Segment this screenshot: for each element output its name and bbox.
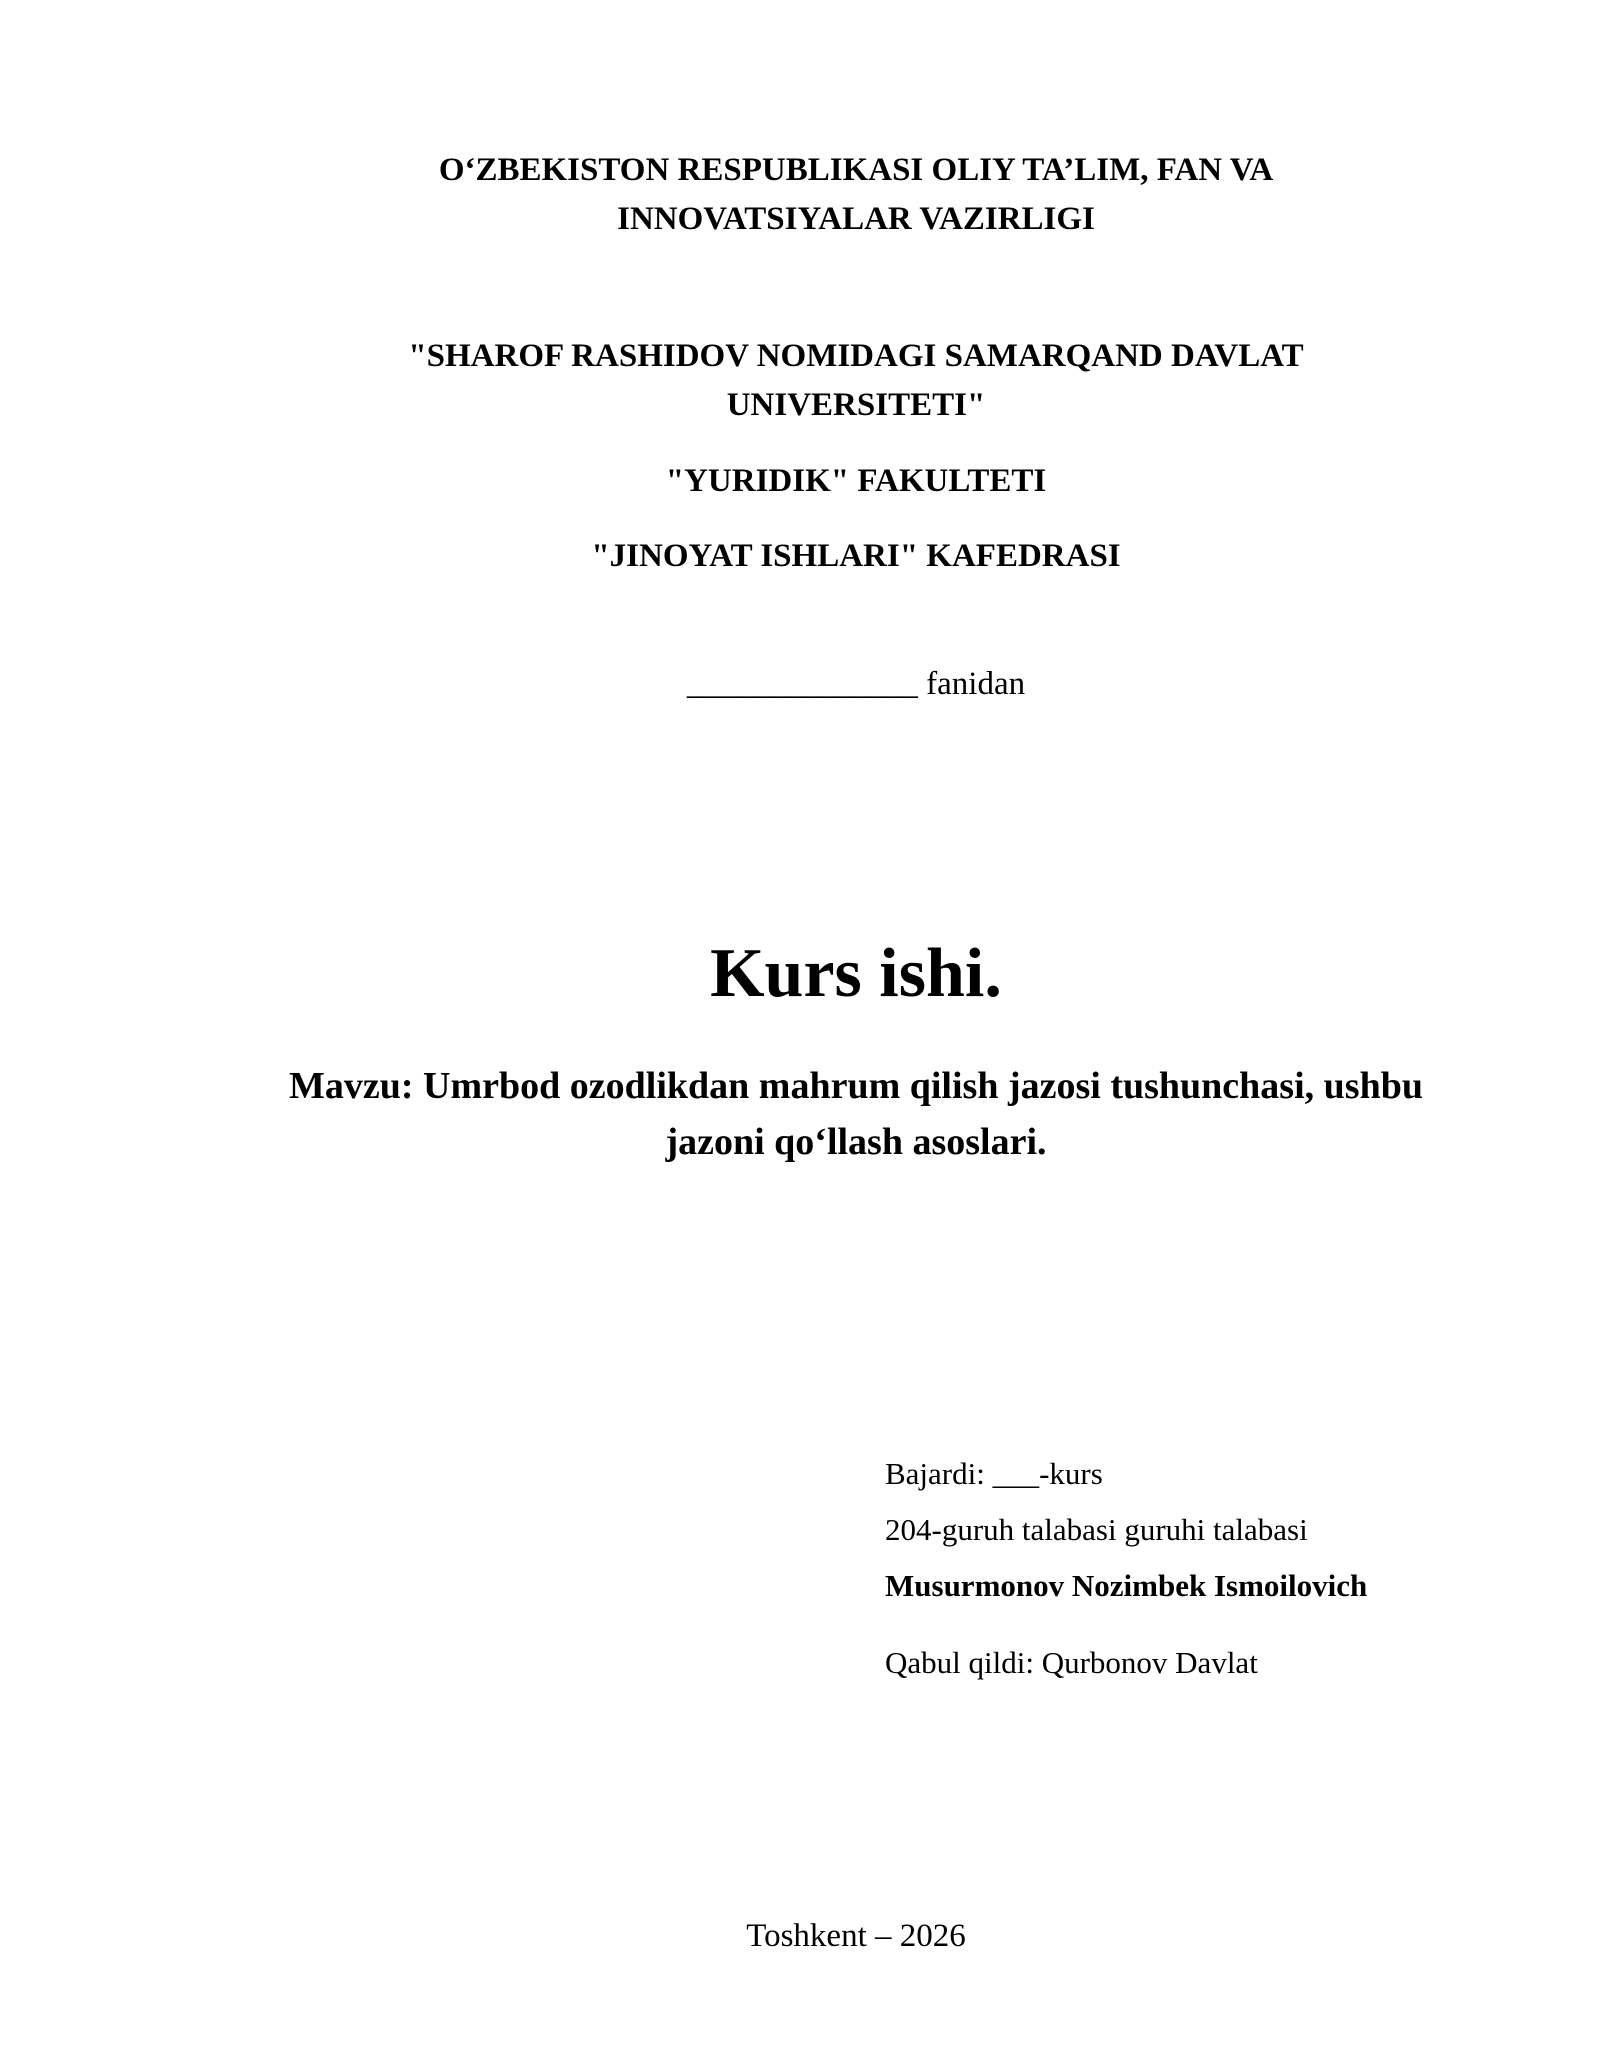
ministry-line-1: O‘ZBEKISTON RESPUBLIKASI OLIY TA’LIM, FAN VA: [438, 152, 1274, 188]
ministry-heading: [0, 146, 1600, 244]
document-title: Kurs ishi.: [710, 935, 1002, 1012]
city-year: Toshkent – 2026: [746, 1918, 966, 1954]
performed-by: Bajardi: ___-kurs: [885, 1456, 1103, 1491]
topic-line-2: jazoni qo‘llash asoslari.: [665, 1121, 1047, 1163]
university-heading: [0, 332, 1600, 430]
ministry-line-2: INNOVATSIYALAR VAZIRLIGI: [617, 201, 1095, 237]
subject-line: ______________ fanidan: [686, 666, 1026, 702]
faculty-heading: "YURIDIK" FAKULTETI: [665, 463, 1047, 499]
student-group: 204-guruh talabasi guruhi talabasi: [885, 1512, 1308, 1547]
topic-line-1: Mavzu: Umrbod ozodlikdan mahrum qilish jazosi tushunchasi, ushbu: [289, 1065, 1423, 1107]
department-heading: "JINOYAT ISHLARI" KAFEDRASI: [591, 538, 1121, 574]
student-name: Musurmonov Nozimbek Ismoilovich: [885, 1568, 1368, 1603]
university-line-1: "SHAROF RASHIDOV NOMIDAGI SAMARQAND DAVLAT: [408, 338, 1304, 374]
accepted-by: Qabul qildi: Qurbonov Davlat: [885, 1645, 1258, 1680]
university-line-2: UNIVERSITETI": [726, 387, 986, 423]
topic-heading: [0, 1058, 1600, 1170]
